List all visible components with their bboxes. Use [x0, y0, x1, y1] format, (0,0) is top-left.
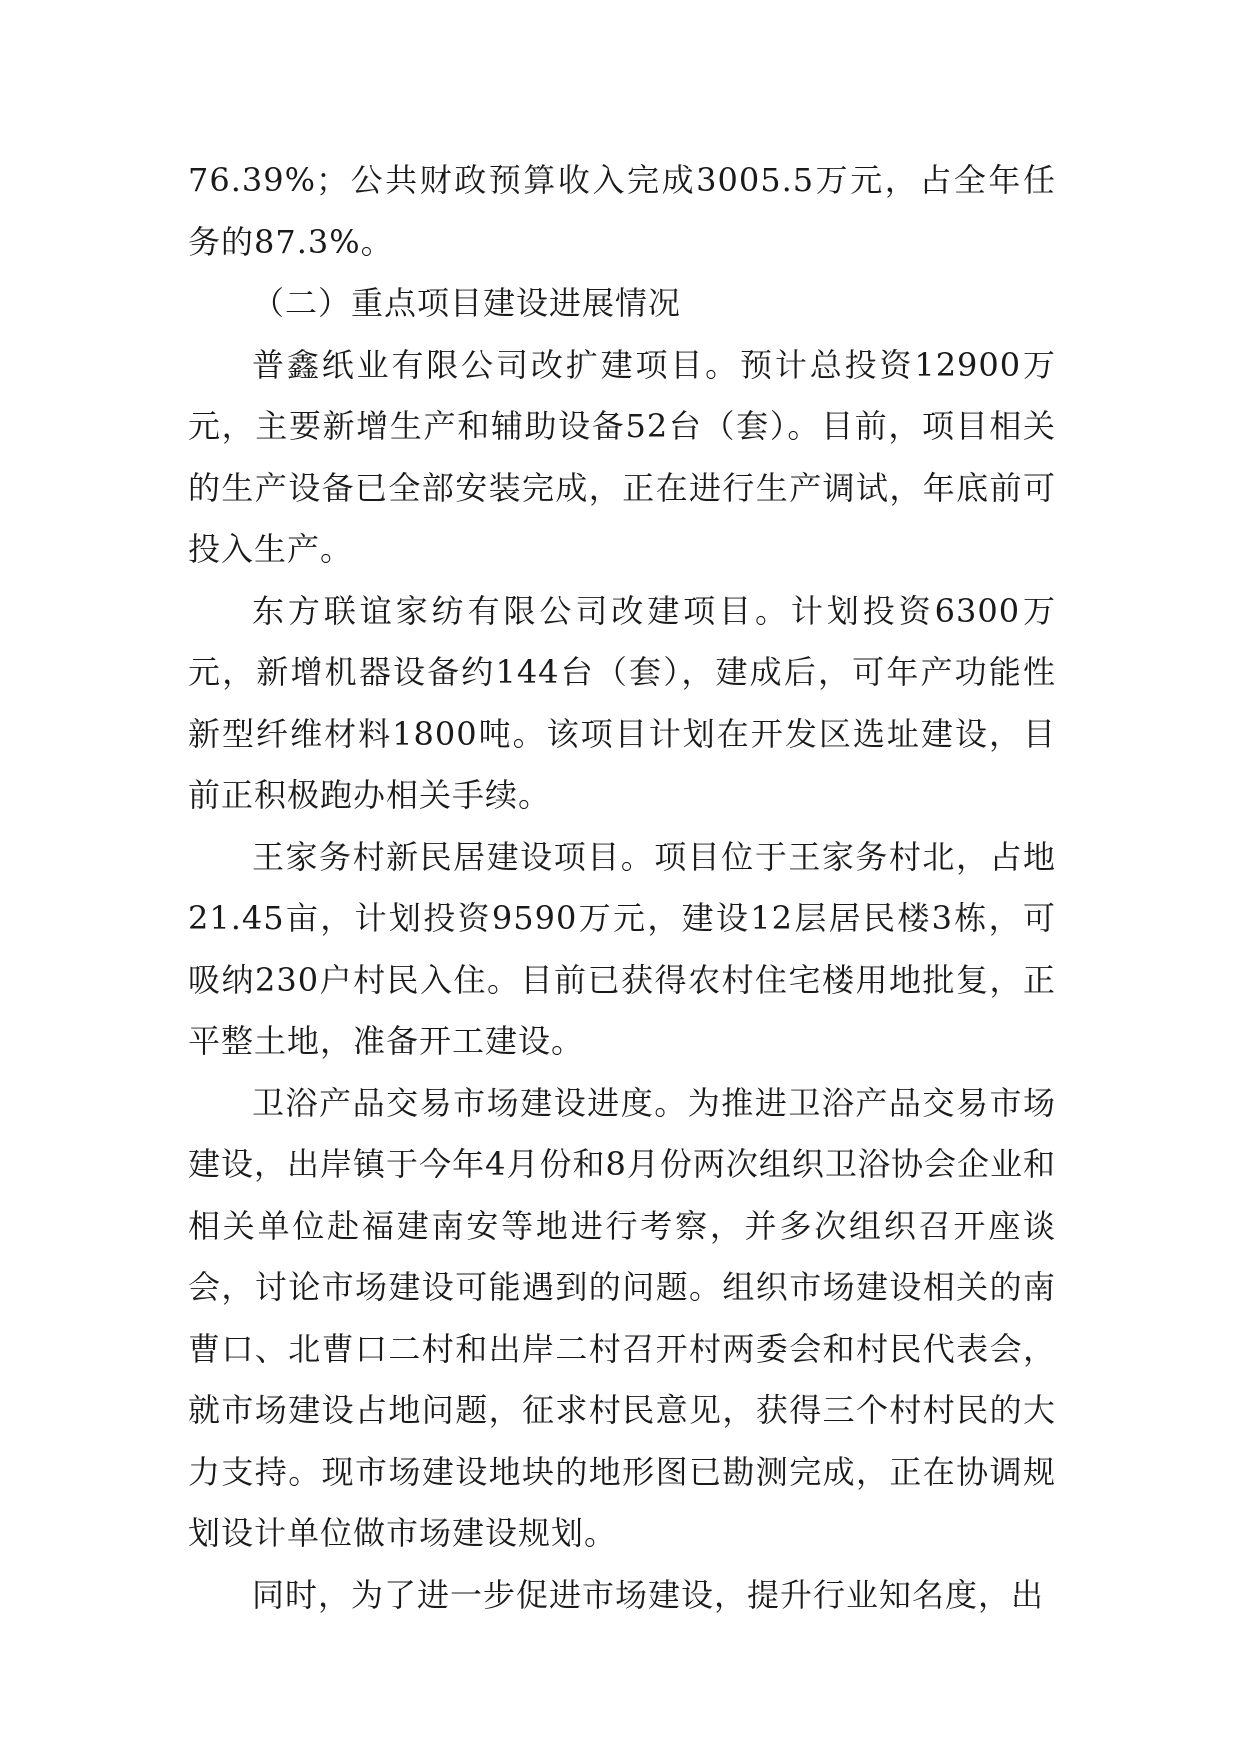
document-body [188, 150, 1056, 1626]
paragraph-puxin-paper-project: 普鑫纸业有限公司改扩建项目。预计总投资12900万元，主要新增生产和辅助设备52台（套）。目前，项目相关的生产设备已全部安装完成，正在进行生产调试，年底前可投入生产。 [188, 345, 1056, 568]
paragraph-dongfang-textile-project: 东方联谊家纺有限公司改建项目。计划投资6300万元，新增机器设备约144台（套），建成后，可年产功能性新型纤维材料1800吨。该项目计划在开发区选址建设，目前正积极跑办相关手续。 [188, 591, 1056, 814]
paragraph-sanitary-market-project: 卫浴产品交易市场建设进度。为推进卫浴产品交易市场建设，出岸镇于今年4月份和8月份两次组织卫浴协会企业和相关单位赴福建南安等地进行考察，并多次组织召开座谈会，讨论市场建设可能遇到的问题。组织市场建设相关的南曹口、北曹口二村和出岸二村召开村两委会和村民代表会，就市场建设占地问题，征求村民意见，获得三个村村民的大力支持。现市场建设地块的地形图已勘测完成，正在协调规划设计单位做市场建设规划。 [188, 1083, 1056, 1552]
paragraph-market-promotion: 同时，为了进一步促进市场建设，提升行业知名度，出 [252, 1575, 1045, 1614]
section-heading-key-projects: （二）重点项目建设进展情况 [252, 284, 682, 322]
paragraph-wangjiawu-housing-project: 王家务村新民居建设项目。项目位于王家务村北，占地21.45亩，计划投资9590万元，建设12层居民楼3栋，可吸纳230户村民入住。目前已获得农村住宅楼用地批复，正平整土地，准备开工建设。 [188, 837, 1056, 1060]
paragraph-continued-revenue: 76.39%；公共财政预算收入完成3005.5万元，占全年任务的87.3%。 [188, 161, 1056, 261]
